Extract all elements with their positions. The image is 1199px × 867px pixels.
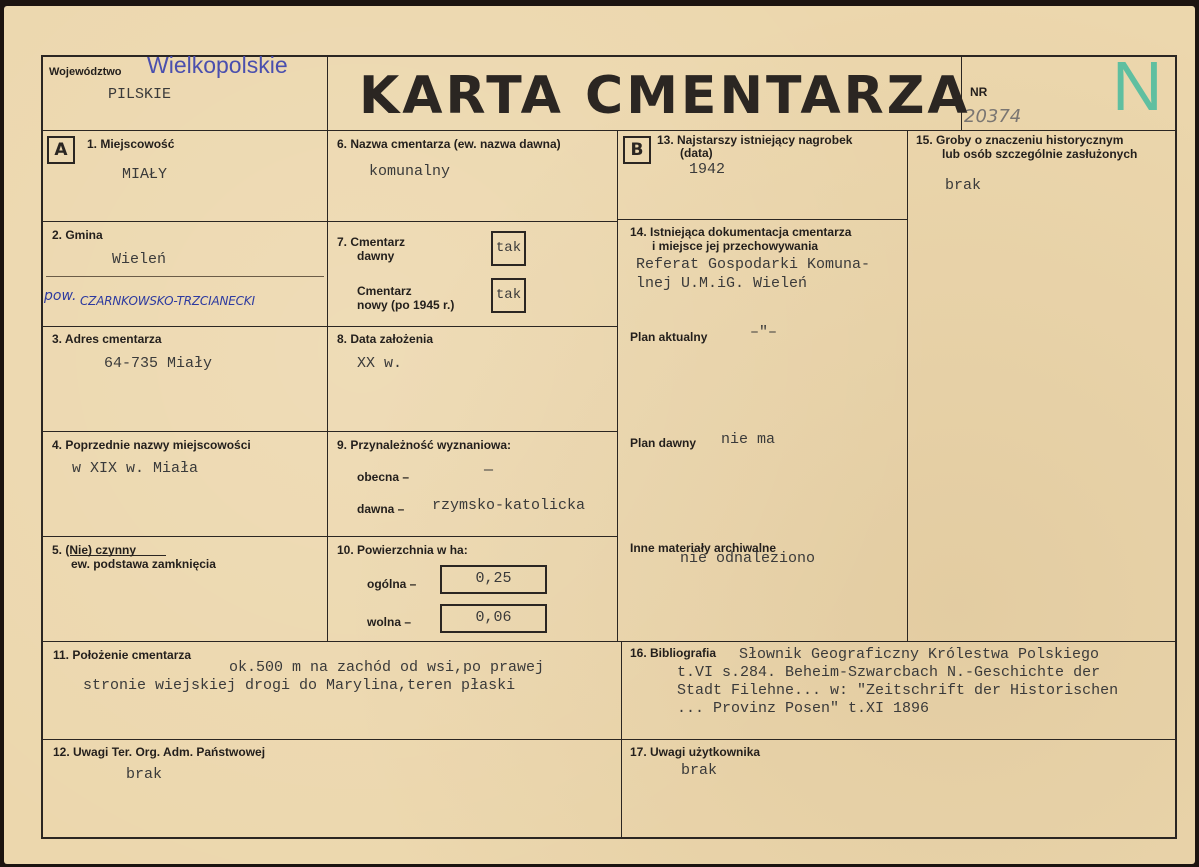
field-8-value: XX w. [357, 355, 403, 372]
nr-label: NR [970, 85, 988, 99]
field-16-line-1: Słownik Geograficzny Królestwa Polskiego [739, 646, 1100, 663]
field-10-ogolna-box: 0,25 [440, 565, 547, 594]
field-4-value: w XIX w. Miała [72, 460, 199, 477]
field-5-label: 5. (Nie) czynny [52, 543, 137, 557]
field-11-label: 11. Położenie cmentarza [53, 648, 192, 662]
field-10-wolna-label: wolna – [367, 615, 412, 629]
cemetery-card [4, 6, 1195, 864]
field-17-label: 17. Uwagi użytkownika [630, 745, 761, 759]
field-9-dawna-value: rzymsko-katolicka [432, 497, 586, 514]
field-14-sublabel: i miejsce jej przechowywania [652, 239, 819, 253]
field-7-nowy-label: Cmentarz [357, 284, 412, 298]
wojewodztwo-stamp: Wielkopolskie [147, 52, 288, 78]
field-13-sublabel: (data) [680, 146, 713, 160]
section-a-marker: A [47, 136, 75, 164]
field-9-dawna-label: dawna – [357, 502, 405, 516]
field-7-nowy-box: tak [491, 278, 526, 313]
section-b-marker: B [623, 136, 651, 164]
field-4-label: 4. Poprzednie nazwy miejscowości [52, 438, 251, 452]
field-16-line-3: Stadt Filehne... w: "Zeitschrift der Historischen [677, 682, 1119, 699]
field-10-label: 10. Powierzchnia w ha: [337, 543, 468, 557]
field-1-value: MIAŁY [122, 166, 168, 183]
field-16-line-4: ... Provinz Posen" t.XI 1896 [677, 700, 930, 717]
field-2-pow-value: CZARNKOWSKO-TRZCIANECKI [80, 294, 255, 308]
field-2-divider [46, 276, 324, 277]
field-3-value: 64-735 Miały [104, 355, 213, 372]
field-5-sublabel: ew. podstawa zamknięcia [71, 557, 216, 571]
plan-aktualny-label: Plan aktualny [630, 330, 708, 344]
field-14-line-2: lnej U.M.iG. Wieleń [636, 275, 808, 292]
field-15-cell [907, 130, 1177, 642]
plan-dawny-value: nie ma [721, 431, 776, 448]
wojewodztwo-typed: PILSKIE [108, 86, 172, 103]
wojewodztwo-label: Województwo [49, 66, 122, 78]
field-15-label: 15. Groby o znaczeniu historycznym [916, 133, 1124, 147]
field-15-sublabel: lub osób szczególnie zasłużonych [942, 147, 1138, 161]
nr-pencil-number: 20374 [964, 106, 1022, 127]
field-1-cell [41, 130, 328, 222]
field-3-label: 3. Adres cmentarza [52, 332, 162, 346]
field-6-label: 6. Nazwa cmentarza (ew. nazwa dawna) [337, 137, 561, 151]
field-13-value: 1942 [689, 161, 726, 178]
inne-materialy-label: Inne materiały archiwalne [630, 541, 777, 555]
field-2-value: Wieleń [112, 251, 167, 268]
field-7-nowy-sublabel: nowy (po 1945 r.) [357, 298, 455, 312]
plan-dawny-label: Plan dawny [630, 436, 697, 450]
field-7-dawny-box: tak [491, 231, 526, 266]
card-title: KARTA CMENTARZA [359, 66, 971, 126]
field-14-label: 14. Istniejąca dokumentacja cmentarza [630, 225, 852, 239]
field-12-value: brak [126, 766, 163, 783]
inne-materialy-value: nie odnaleziono [680, 550, 816, 567]
field-16-label: 16. Bibliografia [630, 646, 717, 660]
field-13-label: 13. Najstarszy istniejący nagrobek [657, 133, 853, 147]
field-7-label: 7. Cmentarz [337, 235, 406, 249]
field-7-dawny-label: dawny [357, 249, 395, 263]
field-16-line-2: t.VI s.284. Beheim-Szwarcbach N.-Geschichte der [677, 664, 1101, 681]
field-5-underline [70, 555, 166, 556]
field-17-value: brak [681, 762, 718, 779]
nr-stamp-letter: N [1112, 47, 1163, 125]
field-15-value: brak [945, 177, 982, 194]
field-1-label: 1. Miejscowość [87, 137, 175, 151]
field-9-label: 9. Przynależność wyznaniowa: [337, 438, 512, 452]
field-2-pow-handwritten: pow. [44, 288, 77, 304]
field-2-label: 2. Gmina [52, 228, 103, 242]
field-9-obecna-value: — [484, 462, 494, 479]
field-10-wolna-box: 0,06 [440, 604, 547, 633]
field-9-obecna-label: obecna – [357, 470, 410, 484]
plan-aktualny-value: –"– [750, 324, 778, 341]
field-11-line-2: stronie wiejskiej drogi do Marylina,teren płaski [83, 677, 516, 694]
field-14-line-1: Referat Gospodarki Komuna- [636, 256, 871, 273]
field-6-value: komunalny [369, 163, 451, 180]
field-11-line-1: ok.500 m na zachód od wsi,po prawej [229, 659, 545, 676]
field-8-label: 8. Data założenia [337, 332, 434, 346]
field-10-ogolna-label: ogólna – [367, 577, 417, 591]
field-12-label: 12. Uwagi Ter. Org. Adm. Państwowej [53, 745, 266, 759]
